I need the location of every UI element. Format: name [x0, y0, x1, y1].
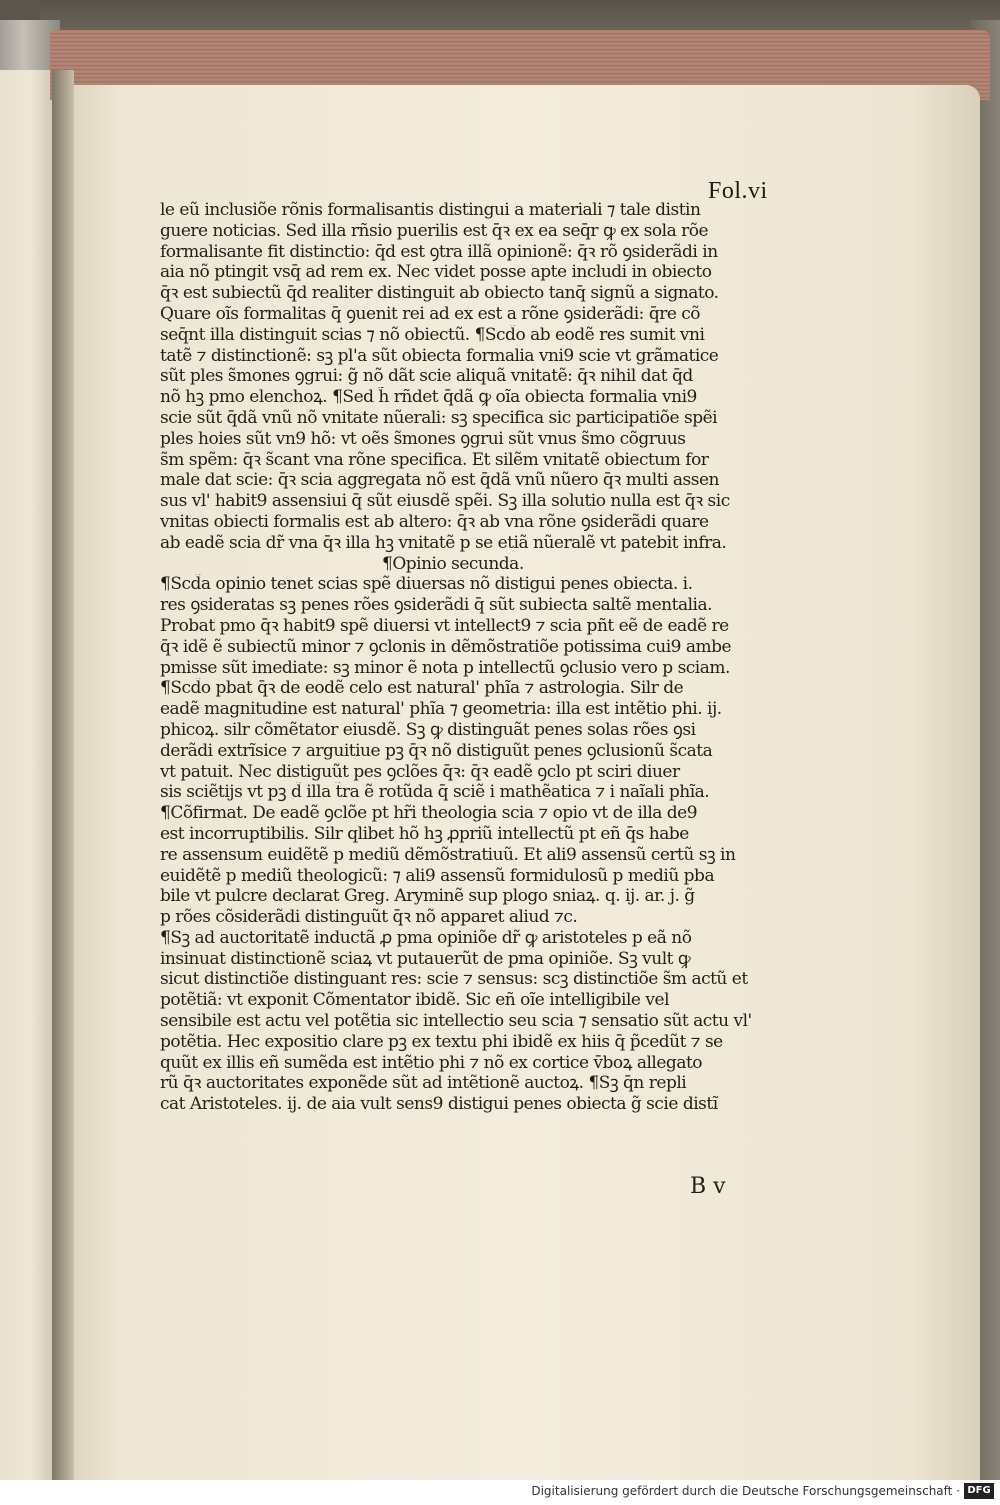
text-line: phicoꝝ. silr cõmẽtator eiusdẽ. Sꝫ ꝙ distinguãt penes solas rões ꝯsi: [160, 719, 696, 740]
text-line: ples hoies sũt vn9 hõ: vt oẽs s̃mones ꝯgrui sũt vnus s̃mo cõgruus: [160, 428, 686, 449]
text-line: bile vt pulcre declarat Greg. Aryminẽ sup plogo sniaꝝ. q. ij. ar. j. g̃: [160, 886, 695, 907]
section-heading: ¶Opinio secunda.: [382, 553, 524, 574]
text-line: male dat scie: q̄ꝛ scia aggregata nõ est q̄dã vnũ nũero q̄ꝛ multi assen: [160, 470, 719, 491]
dfg-logo: DFG: [964, 1483, 994, 1499]
signature-mark: B v: [690, 1174, 726, 1199]
text-line: vt patuit. Nec distiguũt pes ꝯclões q̄ꝛ: q̄ꝛ eadẽ ꝯclo pt sciri diuer: [160, 761, 680, 782]
text-line: ¶Scd̃a opinio tenet scias spẽ diuersas nõ distigui penes obiecta. i.: [160, 574, 693, 595]
text-line: Quare oĩs formalitas q̄ ꝯuenit rei ad ex est a rõne ꝯsiderãdi: q̄re cõ: [160, 303, 701, 324]
text-line: euidẽtẽ p mediũ theologicũ: ⁊ ali9 assensũ formidulosũ p mediũ pba: [160, 865, 715, 886]
text-line: sus vl' habit9 assensiui q̄ sũt eiusdẽ spẽi. Sꝫ illa solutio nulla est q̄ꝛ sic: [160, 491, 730, 512]
text-line: guere noticias. Sed illa rñsio puerilis est q̄ꝛ ex ea seq̄r ꝙ ex sola rõe: [160, 220, 709, 241]
text-line: q̄ꝛ est subiectũ q̄d realiter distinguit ab obiecto tanq̄ signũ a signato.: [160, 283, 719, 304]
text-line: cat Aristoteles. ij. de aia vult sens9 distigui penes obiecta g̃ scie distĩ: [160, 1094, 718, 1115]
text-line: sis sciẽtijs vt pꝫ d̃ illa t̃ra ẽ rotũda q̄ sciẽ i mathẽatica ⁊ i naĩali phĩa.: [160, 782, 710, 803]
text-line: sicut distinctiõe distinguant res: scie ⁊ sensus: scꝫ distinctiõe s̃m actũ et: [160, 969, 748, 990]
footer-bar: [0, 1480, 1000, 1505]
text-line: sũt ples s̃mones ꝯgrui: g̃ nõ dãt scie aliquã vnitatẽ: q̄ꝛ nihil dat q̄d: [160, 366, 693, 387]
text-line: aia nõ ptingit vsq̄ ad rem ex. Nec videt posse apte includi in obiecto: [160, 262, 712, 283]
text-line: ab eadẽ scia dr̃ vna q̄ꝛ illa hꝫ vnitatẽ p se etiã nũeralẽ vt patebit infra.: [160, 532, 727, 553]
text-line: Probat pmo q̄ꝛ habit9 spẽ diuersi vt intellect9 ⁊ scia pñt eẽ de eadẽ re: [160, 615, 729, 636]
text-line: re assensum euidẽtẽ p mediũ dẽmõstratiuũ. Et ali9 assensũ certũ sꝫ in: [160, 844, 736, 865]
text-line: res ꝯsideratas sꝫ penes rões ꝯsiderãdi q̄ sũt subiecta saltẽ mentalia.: [160, 595, 713, 616]
text-line: tatẽ ⁊ distinctionẽ: sꝫ pl'a sũt obiecta formalia vni9 scie vt grãmatice: [160, 345, 719, 366]
text-line: scie sũt q̄dã vnũ nõ vnitate nũerali: sꝫ specifica sic participatiõe spẽi: [160, 407, 718, 428]
text-line: seq̄nt illa distinguit scias ⁊ nõ obiectũ. ¶Scd̃o ab eodẽ res sumit vni: [160, 324, 705, 345]
text-line: p rões cõsiderãdi distinguũt q̄ꝛ nõ apparet aliud ⁊c.: [160, 907, 578, 928]
facing-page-edge: [0, 70, 52, 1480]
text-line: pmisse sũt imediate: sꝫ minor ẽ nota p intellectũ ꝯclusio vero p sciam.: [160, 657, 730, 678]
text-line: sensibile est actu vel potẽtia sic intellectio seu scia ⁊ sensatio sũt actu vl': [160, 1011, 752, 1032]
text-line: le eũ inclusiõe rõnis formalisantis distingui a materiali ⁊ tale distin: [160, 200, 701, 220]
text-line: s̃m spẽm: q̄ꝛ s̃cant vna rõne specifica. Et silẽm vnitatẽ obiectum for: [160, 449, 709, 470]
folio-number: Fol.vi: [708, 178, 768, 204]
text-line: vnitas obiecti formalis est ab altero: q̄ꝛ ab vna rõne ꝯsiderãdi quare: [160, 511, 709, 532]
text-line: ¶Sꝫ ad auctoritatẽ inductã ꝓ pma opiniõe dr̃ ꝙ aristoteles p eã nõ: [160, 927, 692, 948]
text-line: insinuat distinctionẽ sciaꝝ vt putauerũt de pma opiniõe. Sꝫ vult ꝙ: [160, 948, 691, 969]
text-line: formalisante fit distinctio: q̄d est ꝯtra illã opinionẽ: q̄ꝛ rõ ꝯsiderãdi in: [160, 241, 718, 262]
text-line: potẽtia. Hec expositio clare pꝫ ex textu phi ibidẽ ex hiis q̄ p̃cedũt ⁊ se: [160, 1031, 723, 1052]
gutter-shadow: [52, 70, 74, 1480]
text-line: q̄ꝛ idẽ ẽ subiectũ minor ⁊ ꝯclonis in dẽmõstratiõe potissima cui9 ambe: [160, 636, 732, 657]
text-line: potẽtiã: vt exponit Cõmentator ibidẽ. Sic eñ oĩe intelligibile vel: [160, 990, 669, 1011]
text-line: rũ q̄ꝛ auctoritates exponẽde sũt ad intẽtionẽ auctoꝝ. ¶Sꝫ q̄n repli: [160, 1073, 687, 1094]
text-line: nõ hꝫ pmo elenchoꝝ. ¶Sed h̃ rñdet q̄dã ꝙ oĩa obiecta formalia vni9: [160, 387, 697, 408]
text-line: eadẽ magnitudine est natural' phĩa ⁊ geometria: illa est intẽtio phi. ij.: [160, 699, 722, 720]
text-line: quũt ex illis eñ sumẽda est intẽtio phi ⁊ nõ ex cortice v̄boꝝ allegato: [160, 1052, 703, 1073]
text-line: ¶Cõfirmat. De eadẽ ꝯclõe pt hr̃i theologia scia ⁊ opio vt de illa de9: [160, 803, 698, 824]
text-block: [160, 200, 792, 1115]
text-line: est incorruptibilis. Silr qlibet hõ hꝫ ꝓpriũ intellectũ pt eñ q̄s habe: [160, 823, 689, 844]
text-line: ¶Scd̃o pbat q̄ꝛ de eodẽ celo est natural' phĩa ⁊ astrologia. Silr de: [160, 678, 684, 699]
funding-notice: Digitalisierung gefördert durch die Deutsche Forschungsgemeinschaft ·: [531, 1484, 960, 1498]
text-line: derãdi extrĩsice ⁊ arguitiue pꝫ q̄ꝛ nõ distiguũt penes ꝯclusionũ s̃cata: [160, 740, 713, 761]
